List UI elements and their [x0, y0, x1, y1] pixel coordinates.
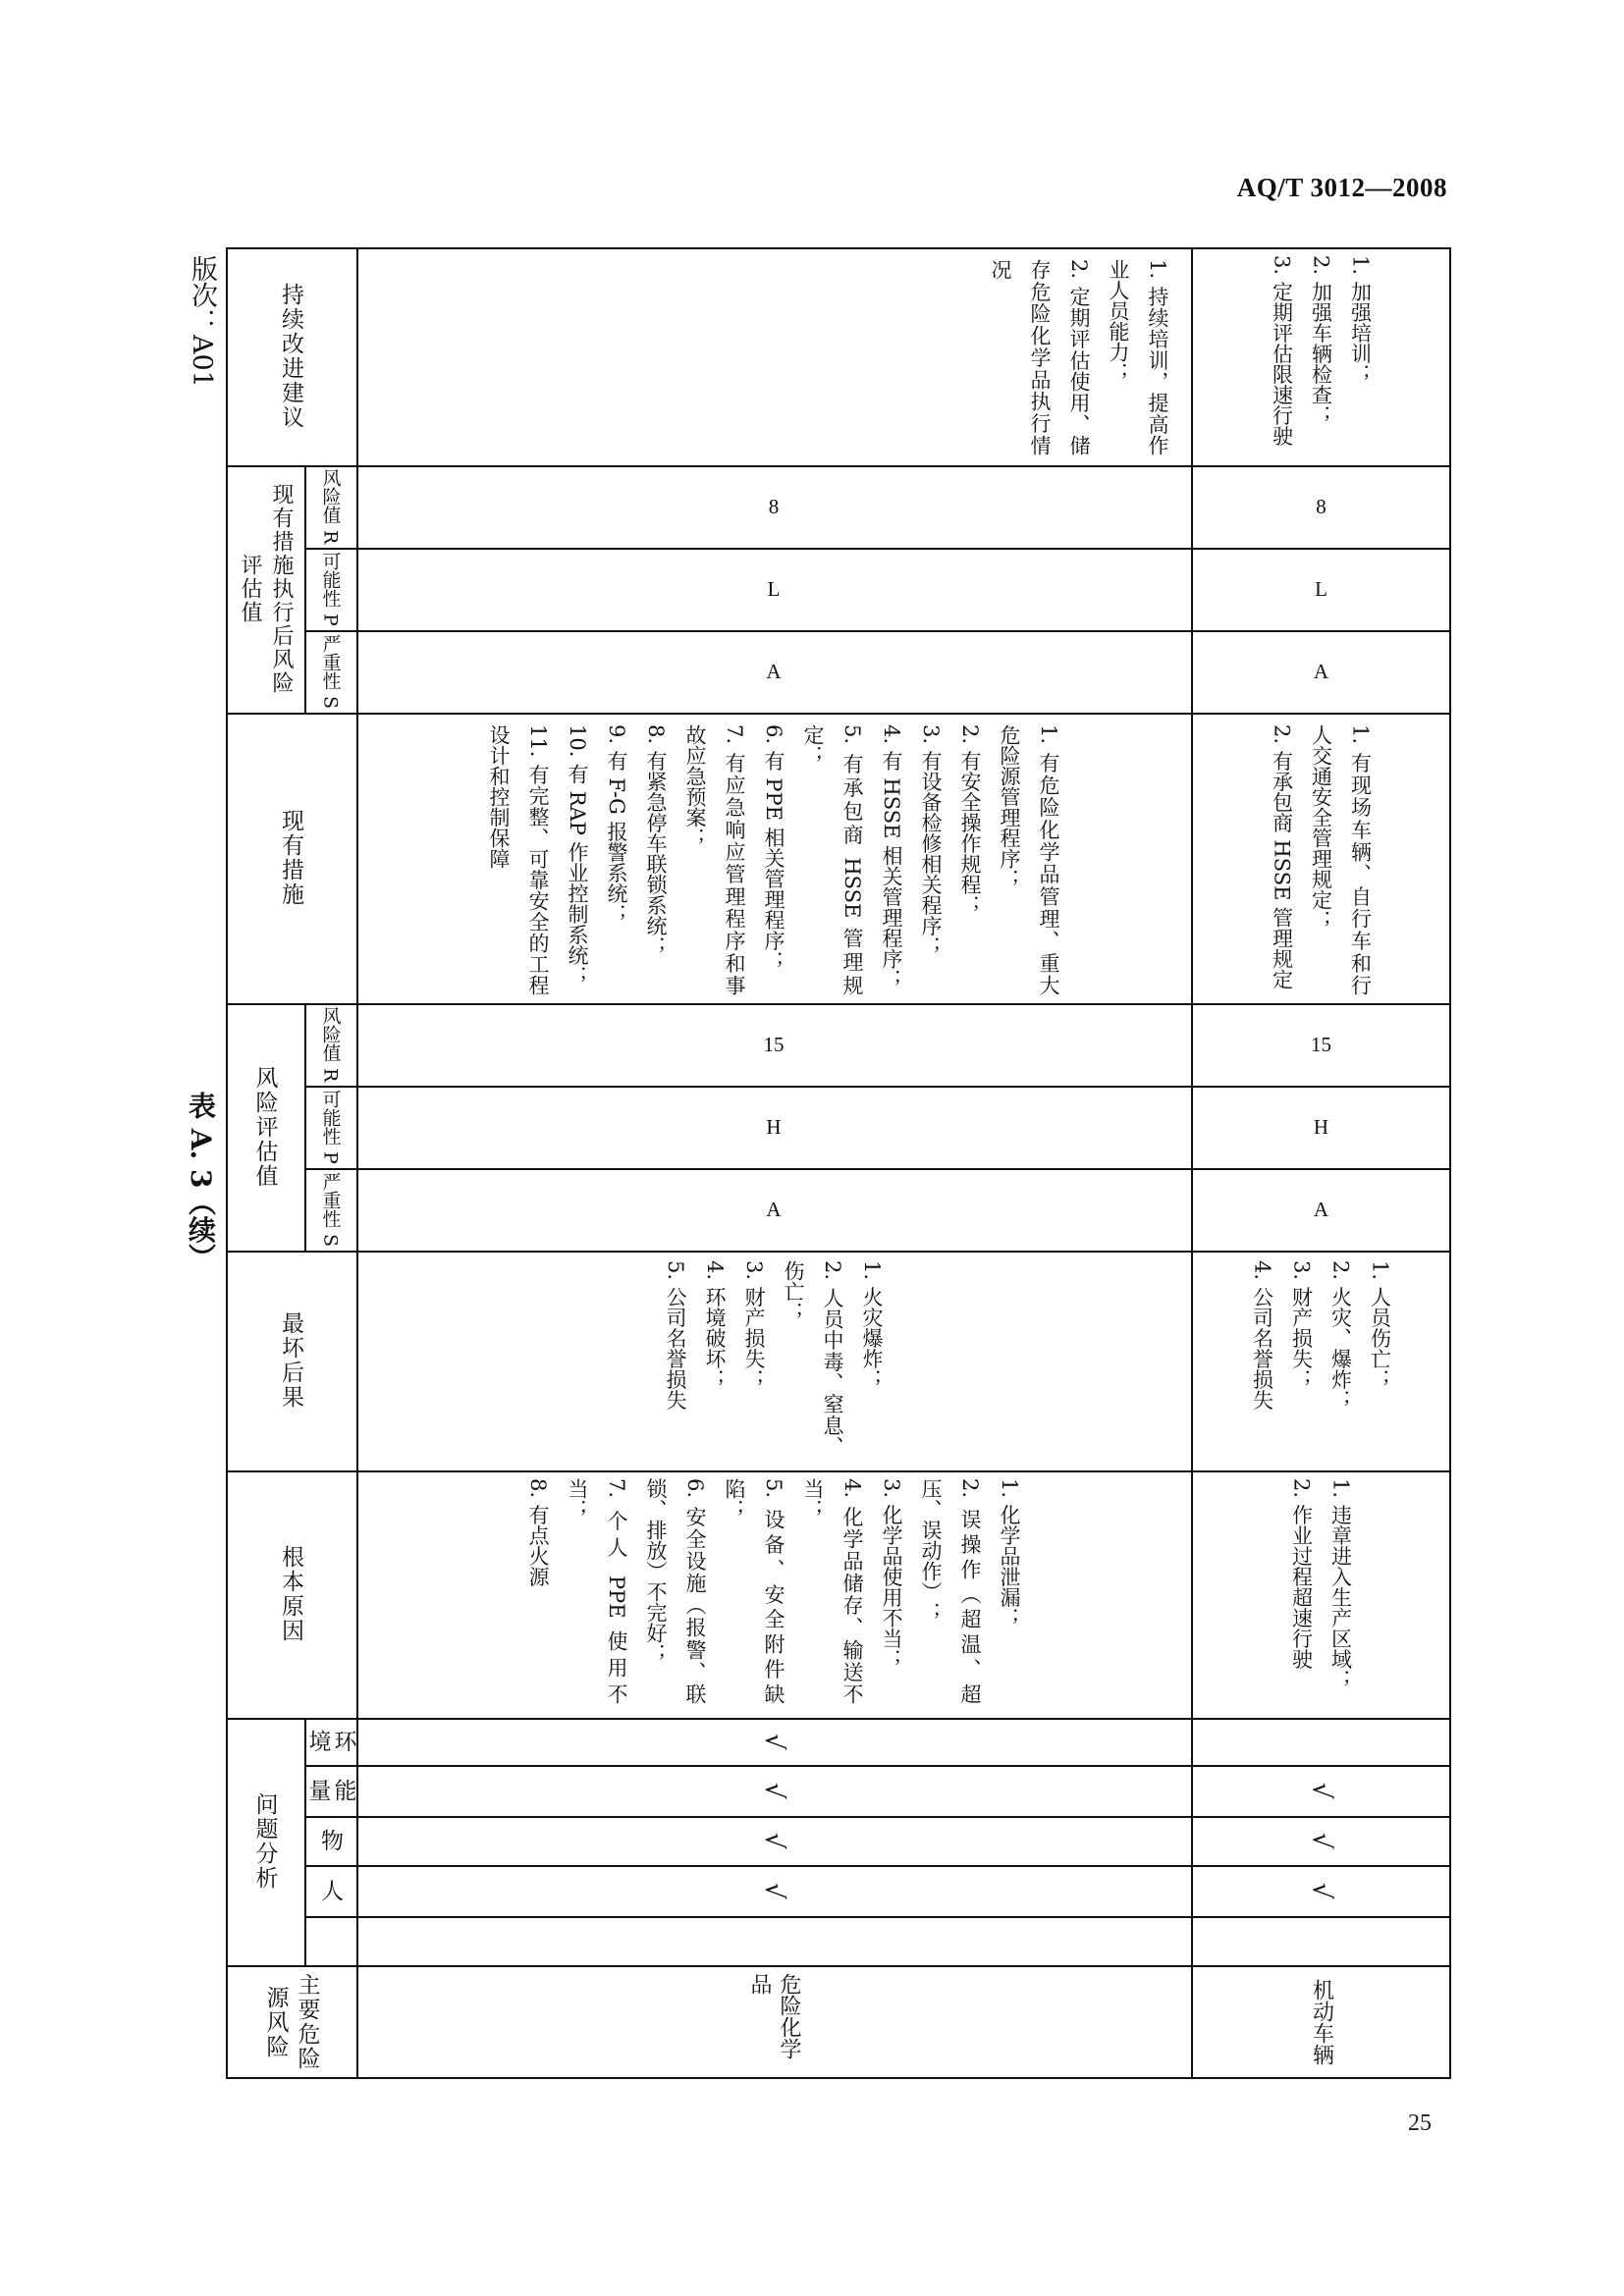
severity-header: 严重性 S [319, 1171, 342, 1248]
standard-code: AQ/T 3012—2008 [1236, 173, 1447, 202]
risk-table [226, 247, 1451, 2079]
row13-energy-check: √ [1306, 1782, 1336, 1799]
divider [304, 1916, 1451, 1918]
row13-object-check: √ [1306, 1832, 1336, 1849]
table-title: 表 A. 3（续） [185, 1092, 217, 1271]
row13-consequences: 1. 人员伤亡； 2. 火灾、爆炸； 3. 财产损失； 4. 公司名誉损失 [1250, 1260, 1392, 1411]
edition-label: 版次：A01 [187, 255, 217, 388]
row12-hazard: 危险化学品 [747, 1973, 801, 2059]
number-strip [226, 2028, 1451, 2079]
problem-analysis-header: 问题分析 [251, 1792, 278, 1891]
post-risk-value-header: 现有措施执行后风险评估值 [238, 483, 294, 695]
row13-person-check: √ [1306, 1882, 1336, 1899]
worst-consequence-header: 最坏后果 [278, 1311, 303, 1410]
post-risk-header: 风险值 R [319, 468, 342, 545]
row13-possibility: H [1313, 1114, 1329, 1139]
row12-post-possibility: L [767, 576, 781, 601]
energy-header: 能量 [304, 1778, 356, 1803]
risk-header: 风险值 R [319, 1006, 342, 1083]
row12-person-check: √ [759, 1882, 788, 1899]
row12-improvements: 1. 持续培训，提高作业人员能力； 2. 定期评估使用、储存危险化学品执行情况 [989, 259, 1169, 455]
risk-value-header: 风险评估值 [251, 1065, 278, 1189]
row13-hazard: 机动车辆 [1309, 1979, 1334, 2065]
row12-post-risk: 8 [768, 494, 780, 518]
root-cause-header: 根本原因 [278, 1545, 303, 1643]
row12-measures: 1. 有危险化学品管理、重大危险源管理程序； 2. 有安全操作规程； 3. 有设备检修相关程序； 4. 有 HSSE 相关管理程序； 5. 有承包商 HSSE 管理规定； 6. 有 PPE 相关管理程序； 7. 有应急响应管理程序和事故应急预案； 8. 有紧急停车联锁系统； 9. 有 F-G 报警系统； 10. 有 RAP 作业控制系统； 11. 有完整、可靠安全的工程设计和控制保障 [487, 724, 1060, 995]
row13-post-possibility: L [1315, 576, 1327, 601]
row13-post-severity: A [1313, 659, 1329, 683]
post-possibility-header: 可能性 P [319, 552, 342, 626]
environment-header: 环境 [304, 1729, 356, 1754]
row13-improvements: 1. 加强培训； 2. 加强车辆检查； 3. 定期评估限速行驶 [1270, 255, 1373, 447]
hazard-header: 主要危险源风险 [262, 1973, 320, 2071]
page-number: 25 [1408, 2110, 1432, 2136]
row13-measures: 1. 有现场车辆、自行车和行人交通安全管理规定； 2. 有承包商 HSSE 管理规定 [1270, 724, 1373, 995]
measures-header: 现有措施 [278, 809, 303, 907]
row12-root-causes: 1. 化学品泄漏； 2. 误操作（超温、超压、误动作）； 3. 化学品使用不当； 4. 化学品储存、输送不当； 5. 设备、安全附件缺陷； 6. 安全设施（报警、联锁、排放）不完好； 7. 个人 PPE 使用不当； 8. 有点火源 [526, 1478, 1021, 1704]
row13-root-causes: 1. 违章进入生产区域； 2. 作业过程超速行驶 [1289, 1478, 1353, 1690]
possibility-header: 可能性 P [319, 1090, 342, 1164]
row13-risk: 15 [1311, 1032, 1331, 1056]
row12-environment-check: √ [759, 1733, 788, 1750]
post-severity-header: 严重性 S [319, 633, 342, 710]
row12-possibility: H [766, 1114, 782, 1139]
row13-post-risk: 8 [1316, 494, 1326, 518]
row12-object-check: √ [759, 1832, 788, 1849]
improvement-header: 持续改进建议 [278, 283, 303, 430]
object-header: 物 [317, 1828, 343, 1853]
row12-severity: A [766, 1197, 782, 1221]
row12-post-severity: A [766, 659, 782, 683]
row12-energy-check: √ [759, 1782, 788, 1799]
row12-risk: 15 [763, 1032, 785, 1056]
person-header: 人 [317, 1878, 343, 1903]
row13-severity: A [1313, 1197, 1329, 1221]
row12-consequences: 1. 火灾爆炸； 2. 人员中毒、窒息、伤亡； 3. 财产损失； 4. 环境破坏； 5. 公司名誉损失 [664, 1260, 884, 1457]
